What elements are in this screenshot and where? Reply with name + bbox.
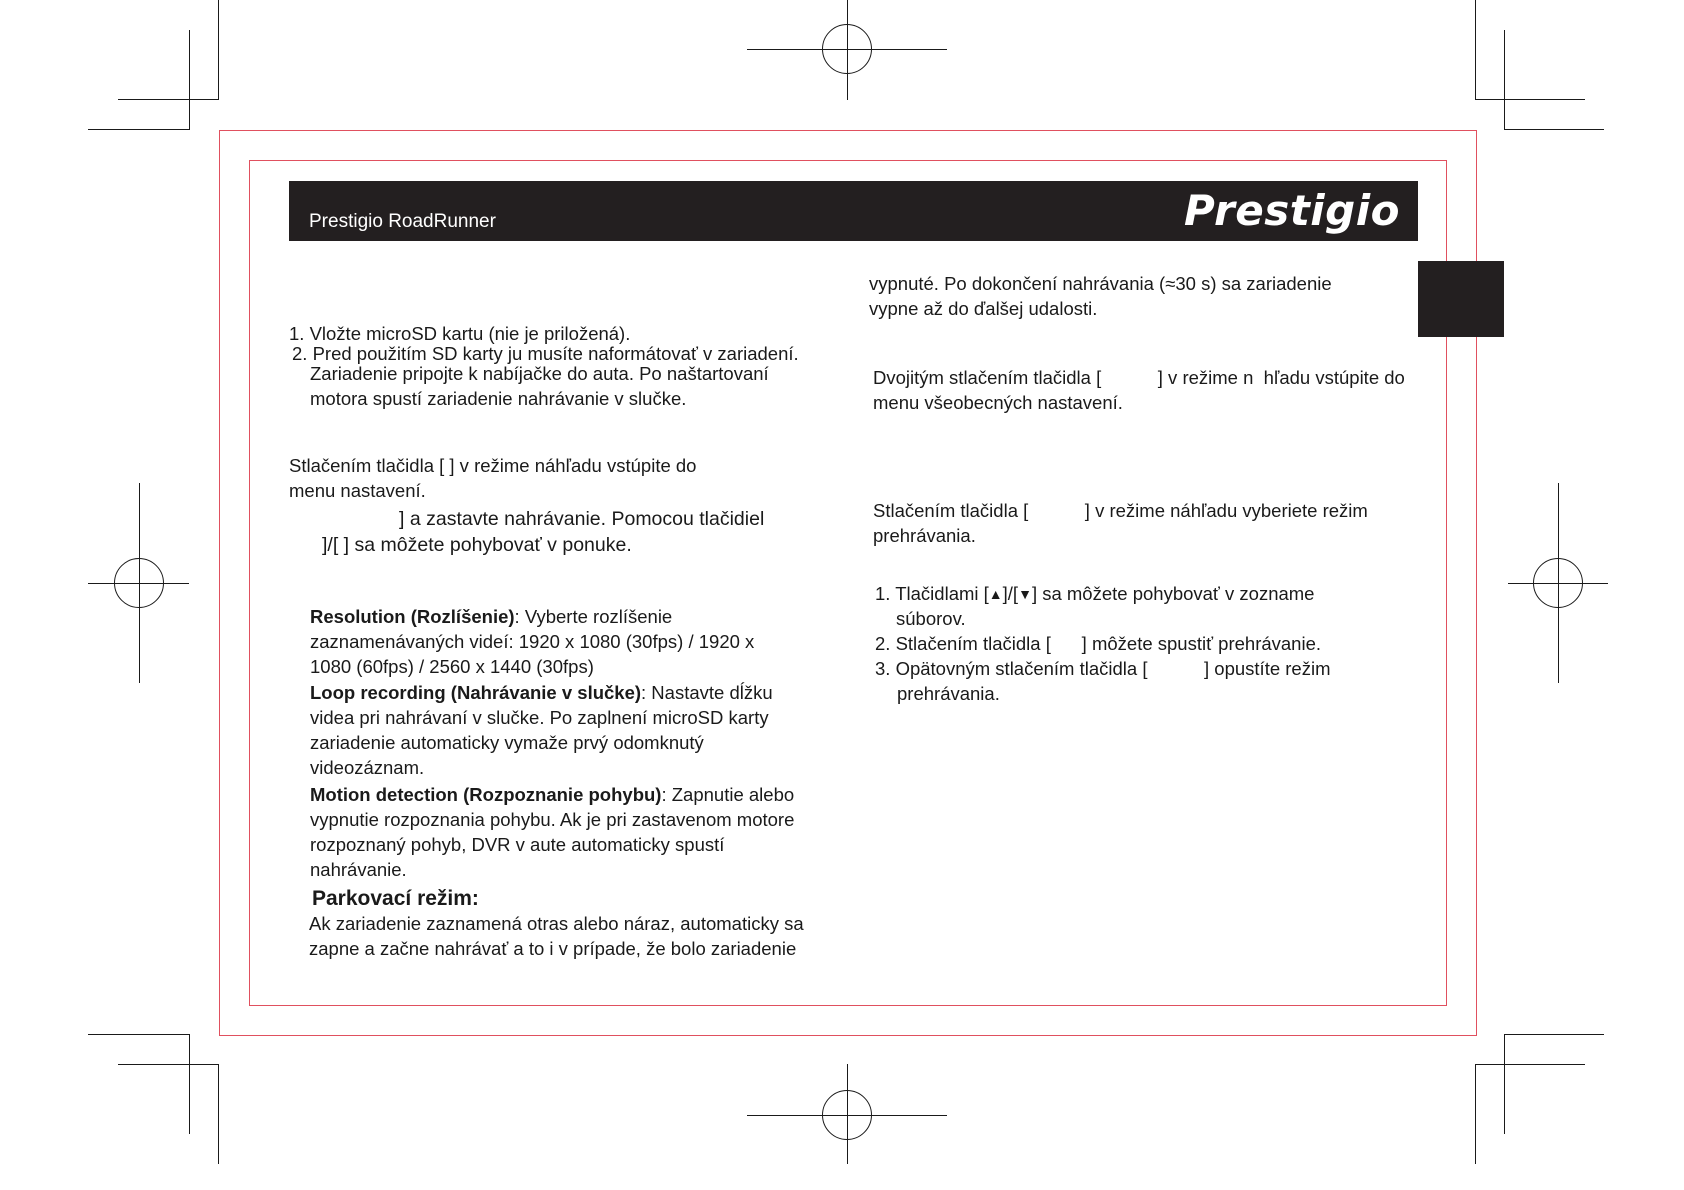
list-item-1-suffix: ] sa môžete pohybovať v zozname: [1031, 583, 1315, 604]
resolution-item: [310, 604, 790, 679]
page-tab-marker: [1418, 261, 1504, 337]
menu-line-2: menu nastavení.: [289, 480, 426, 501]
motion-title: Motion detection (Rozpoznanie pohybu): [310, 784, 662, 805]
list-item-2: 2. Stlačením tlačidla [ ] môžete spustiť prehrávanie.: [875, 633, 1322, 654]
header-title: Prestigio RoadRunner: [309, 211, 496, 232]
list-item-1-mid: ]/[: [1002, 583, 1019, 604]
resolution-title: Resolution (Rozlíšenie): [310, 606, 515, 627]
loop-text: : Nastavte dĺžku videa pri nahrávaní v slučke. Po zaplnení microSD karty zariadenie automaticky vymaže prvý odomknutý videozáznam.: [310, 682, 773, 778]
brand-logo: Prestigio: [1184, 186, 1400, 235]
list-item-1-cont: súborov.: [896, 608, 966, 629]
up-arrow-icon: ▲: [988, 586, 1003, 602]
step-2-cont-2: motora spustí zariadenie nahrávanie v slučke.: [310, 388, 687, 409]
motion-text: : Zapnutie alebo vypnutie rozpoznania pohybu. Ak je pri zastavenom motore rozpoznaný pohyb, DVR v aute automaticky spustí nahrávanie.: [310, 784, 795, 880]
playback-text: Stlačením tlačidla [ ] v režime náhľadu vyberiete režim prehrávania.: [873, 500, 1373, 546]
resolution-text: : Vyberte rozlíšenie zaznamenávaných videí: 1920 x 1080 (30fps) / 1920 x 1080 (60fps) / 2560 x 1440 (30fps): [310, 606, 755, 677]
list-item-3: 3. Opätovným stlačením tlačidla [ ] opustíte režim: [875, 658, 1331, 679]
step-2-cont-1: Zariadenie pripojte k nabíjačke do auta. Po naštartovaní: [310, 363, 769, 384]
loop-item: [310, 680, 790, 780]
list-item-1-prefix: 1. Tlačidlami [: [875, 583, 989, 604]
step-1: 1. Vložte microSD kartu (nie je priložená).: [289, 323, 631, 344]
continuation-text: vypnuté. Po dokončení nahrávania (≈30 s) sa zariadenie vypne až do ďalšej udalosti.: [869, 273, 1332, 319]
parking-heading: Parkovací režim:: [312, 887, 479, 910]
header-bar: [289, 181, 1418, 241]
parking-text: Ak zariadenie zaznamená otras alebo náraz, automaticky sa zapne a začne nahrávať a to i v prípade, že bolo zariadenie: [309, 913, 804, 959]
general-settings-text: Dvojitým stlačením tlačidla [ ] v režime n hľadu vstúpite do menu všeobecných nastavení.: [873, 367, 1410, 413]
step-2: 2. Pred použitím SD karty ju musíte naformátovať v zariadení.: [292, 343, 799, 364]
loop-title: Loop recording (Nahrávanie v slučke): [310, 682, 642, 703]
motion-item: [310, 782, 810, 882]
down-arrow-icon: ▼: [1018, 586, 1032, 602]
list-item-1: [875, 581, 1314, 607]
menu-line-3: ] a zastavte nahrávanie. Pomocou tlačidiel: [399, 508, 765, 530]
menu-line-4: ]/[ ] sa môžete pohybovať v ponuke.: [322, 534, 632, 556]
list-item-3-cont: prehrávania.: [897, 683, 1000, 704]
menu-line-1: Stlačením tlačidla [ ] v režime náhľadu vstúpite do: [289, 455, 697, 476]
